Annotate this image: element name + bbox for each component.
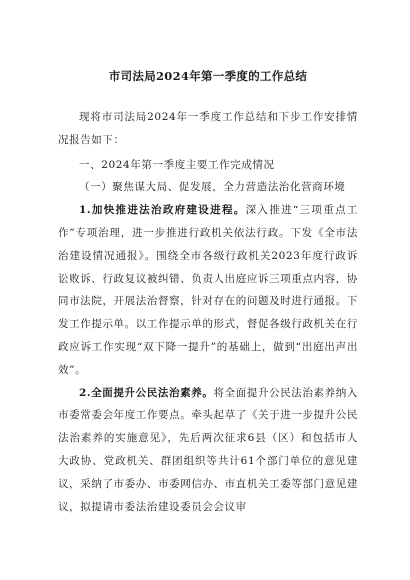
- intro-paragraph: 现将市司法局2024年一季度工作总结和下步工作安排情况报告如下：: [58, 111, 358, 146]
- item-2-heading: 2.全面提升公民法治素养。: [79, 386, 214, 399]
- item-1-body: 深入推进“三项重点工作”专项治理，进一步推进行政机关依法行政。下发《全市法治建设情况通报》。围绕全市各级行政机关2023年度行政诉讼败诉、行政复议被纠错、负责人出庭应诉三项重点内容，协同市法院，开展法治督察，针对存在的问题及时进行通报。下发工作提示单。以工作提示单的形式，督促各级行政机关在行政应诉工作实现“双下降一提升”的基础上，做到“出庭出声出效”。: [58, 204, 358, 376]
- item-1-heading: 1.加快推进法治政府建设进程。: [79, 204, 246, 217]
- item-2-paragraph: [58, 382, 358, 519]
- section-heading: 一、2024年第一季度主要工作完成情况: [79, 158, 275, 171]
- subsection-heading: （一）聚焦谋大局、促发展，全力营造法治化营商环境: [79, 181, 346, 194]
- page-title: 市司法局2024年第一季度的工作总结: [108, 69, 308, 83]
- item-2-body: 将全面提升公民法治素养纳入市委常委会年度工作要点。牵头起草了《关于进一步提升公民法治素养的实施意见》，先后两次征求6县（区）和包括市人大政协、党政机关、群团组织等共计61个部门单位的意见建议，采纳了市委办、市委网信办、市直机关工委等部门意见建议，拟提请市委法治建设委员会会议审: [58, 386, 358, 513]
- item-1-paragraph: [58, 199, 358, 381]
